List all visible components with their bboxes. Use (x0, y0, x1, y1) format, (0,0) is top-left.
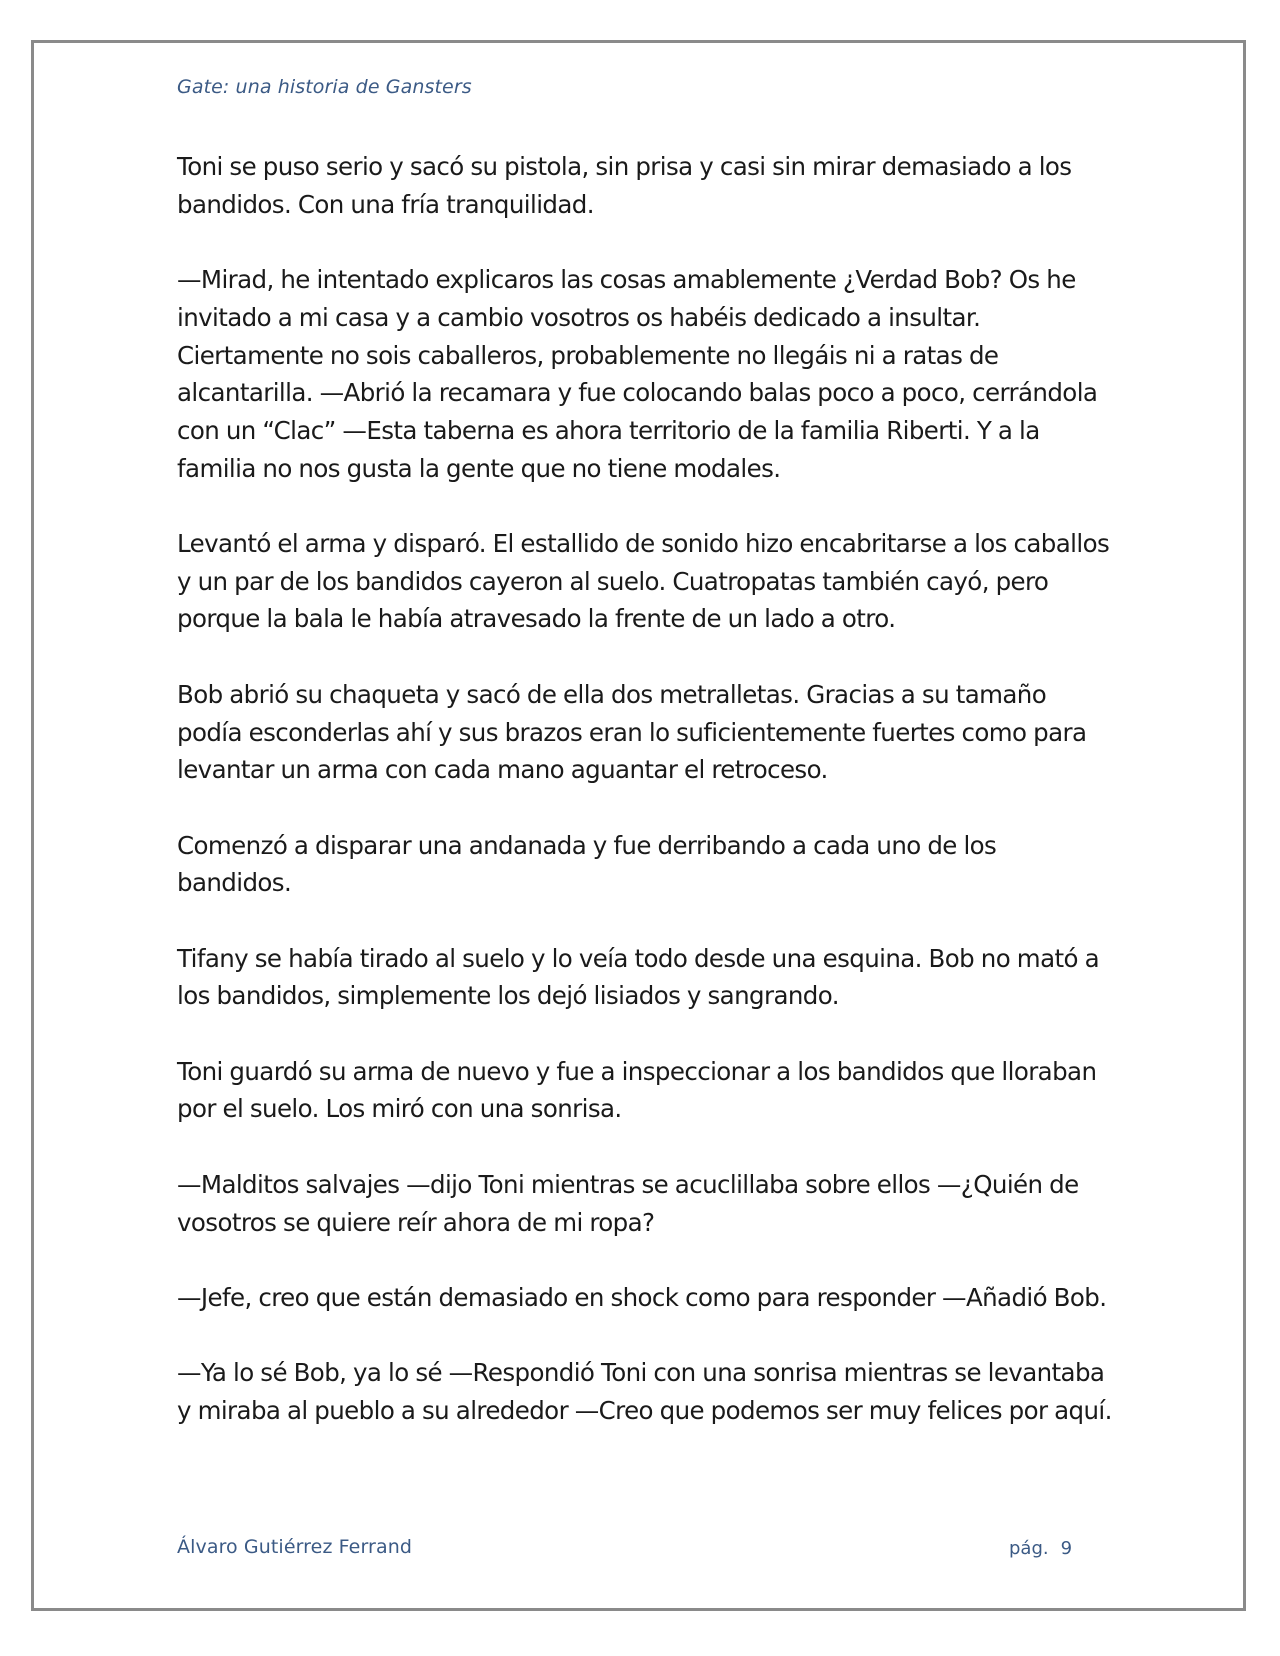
paragraph: —Ya lo sé Bob, ya lo sé —Respondió Toni con una sonrisa mientras se levantaba y miraba al pueblo a su alrededor —Creo que podemos ser muy felices por aquí. (177, 1358, 1112, 1426)
page-number: 9 (1060, 1538, 1073, 1559)
paragraph: Toni guardó su arma de nuevo y fue a inspeccionar a los bandidos que lloraban por el suelo. Los miró con una sonrisa. (177, 1056, 1097, 1124)
paragraph: Toni se puso serio y sacó su pistola, sin prisa y casi sin mirar demasiado a los bandidos. Con una fría tranquilidad. (177, 152, 1072, 219)
paragraph: —Mirad, he intentado explicaros las cosas amablemente ¿Verdad Bob? Os he invitado a mi casa y a cambio vosotros os habéis dedicado a insultar. Ciertamente no sois caballeros, probablemente no llegáis ni a ratas de alcantarilla. —Abrió la recamara y fue colocando balas poco a poco, cerrándola con un “Clac” —Esta taberna es ahora territorio de la familia Riberti. Y a la familia no nos gusta la gente que no tiene modales. (177, 265, 1098, 483)
page-label: pág. (1009, 1538, 1049, 1559)
paragraph: Bob abrió su chaqueta y sacó de ella dos metralletas. Gracias a su tamaño podía esconderlas ahí y sus brazos eran lo suficientemente fuertes como para levantar un arma con cada mano aguantar el retroceso. (177, 679, 1087, 785)
document-body (177, 148, 1117, 1467)
footer-page-number (1009, 1538, 1072, 1559)
footer-author: Álvaro Gutiérrez Ferrand (177, 1536, 412, 1558)
paragraph: —Malditos salvajes —dijo Toni mientras se acuclillaba sobre ellos —¿Quién de vosotros se quiere reír ahora de mi ropa? (177, 1169, 1079, 1237)
paragraph: Levantó el arma y disparó. El estallido de sonido hizo encabritarse a los caballos y un par de los bandidos cayeron al suelo. Cuatropatas también cayó, pero porque la bala le había atravesado la frente de un lado a otro. (177, 529, 1110, 634)
page-header-title: Gate: una historia de Gansters (177, 76, 472, 98)
paragraph: —Jefe, creo que están demasiado en shock como para responder —Añadió Bob. (177, 1282, 1107, 1312)
paragraph: Comenzó a disparar una andanada y fue derribando a cada uno de los bandidos. (177, 830, 997, 898)
paragraph: Tifany se había tirado al suelo y lo veía todo desde una esquina. Bob no mató a los bandidos, simplemente los dejó lisiados y sangrando. (177, 943, 1099, 1011)
